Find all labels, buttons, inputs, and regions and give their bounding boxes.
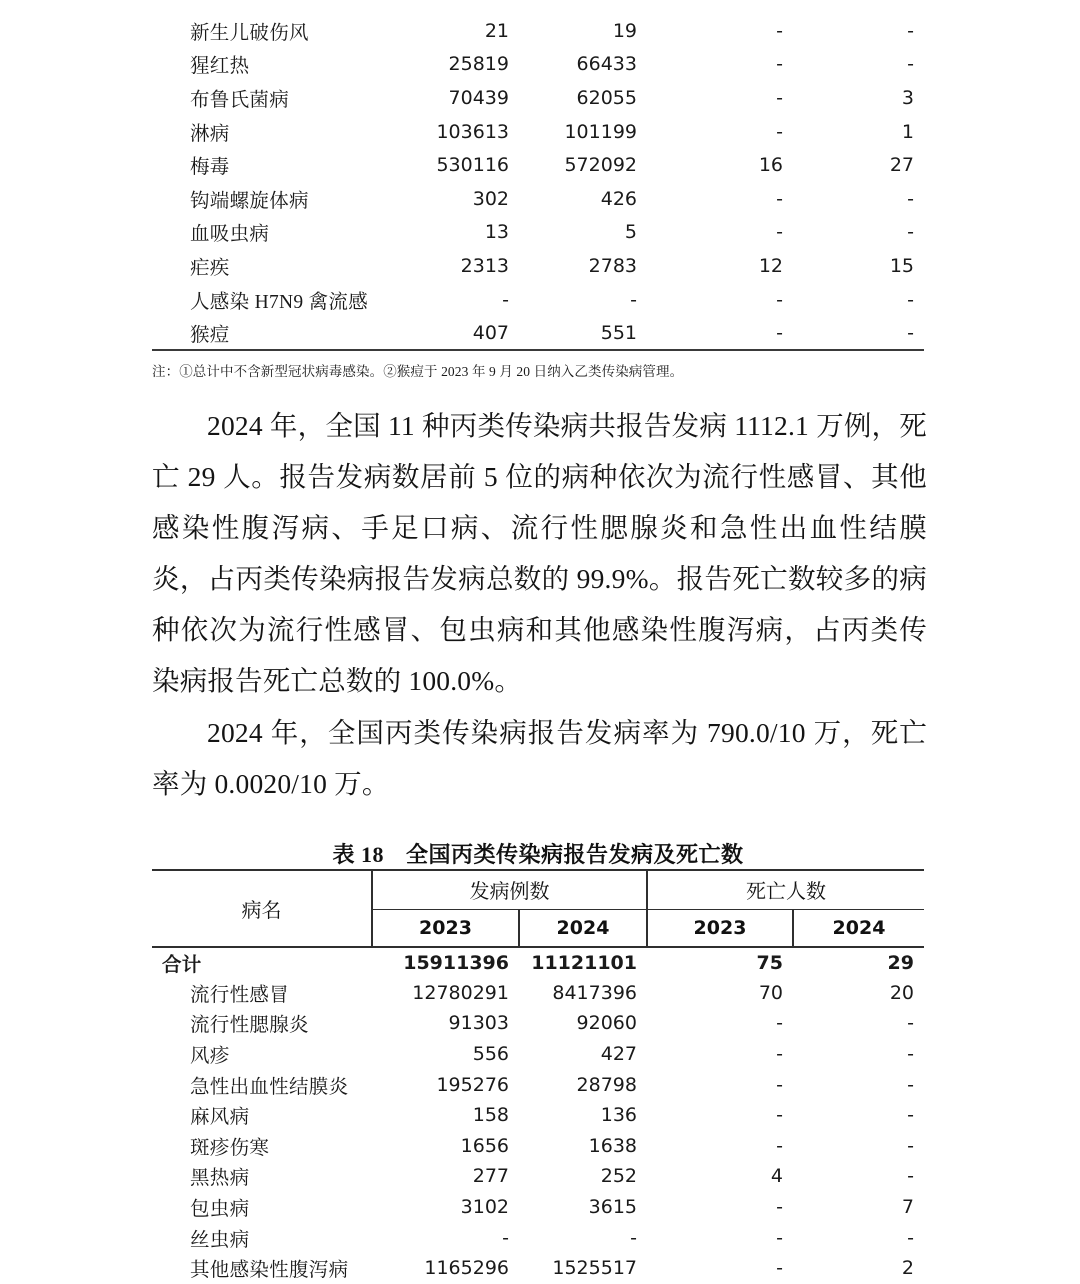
cell-death-2023: -	[776, 1196, 783, 1219]
cell-disease-name: 流行性感冒	[190, 984, 290, 1006]
table-row	[152, 978, 924, 1009]
paragraph-rate-summary: 2024 年，全国丙类传染病报告发病率为 790.0/10 万，死亡率为 0.0020/10 万。	[152, 717, 927, 799]
table-row	[152, 1008, 924, 1039]
table-17-note: 注：①总计中不含新型冠状病毒感染。②猴痘于 2023 年 9 月 20 日纳入乙类传染病管理。	[152, 364, 684, 379]
table-row	[152, 81, 924, 115]
table-row	[152, 1161, 924, 1192]
table-row	[152, 115, 924, 149]
cell-incidence-2024: 426	[600, 187, 637, 210]
cell-death-2024: -	[907, 19, 914, 42]
cell-death-2024: -	[907, 1134, 914, 1157]
cell-death-2023: 70	[758, 981, 783, 1004]
cell-death-2023: -	[776, 1043, 783, 1066]
cell-disease-name: 人感染 H7N9 禽流感	[190, 291, 369, 313]
header-death-2024: 2024	[793, 909, 924, 947]
cell-incidence-2024: 551	[519, 316, 647, 350]
cell-incidence-2024: 572092	[564, 154, 637, 177]
table-row	[152, 48, 924, 82]
cell-death-2024: -	[907, 288, 914, 311]
cell-disease-name: 疟疾	[190, 257, 230, 279]
header-group-death: 死亡人数	[647, 870, 924, 909]
header-death-2023: 2023	[647, 909, 793, 947]
cell-incidence-2024: 136	[600, 1104, 637, 1127]
cell-incidence-2023: 91303	[448, 1012, 509, 1035]
table-18-body	[152, 947, 924, 1284]
cell-death-2023: -	[776, 1073, 783, 1096]
cell-incidence-2023: 530116	[436, 154, 509, 177]
cell-incidence-2023: 3102	[460, 1196, 509, 1219]
header-disease-name: 病名	[152, 870, 372, 947]
cell-incidence-2023: 556	[472, 1043, 509, 1066]
cell-incidence-2024: -	[630, 1226, 637, 1249]
table-17-continuation	[152, 14, 924, 351]
table-row	[152, 249, 924, 283]
cell-incidence-2024: 66433	[576, 53, 637, 76]
cell-death-2024: 3	[901, 86, 914, 109]
header-incidence-2024: 2024	[519, 909, 647, 947]
cell-death-2023: 4	[770, 1165, 783, 1188]
cell-incidence-2024: 1638	[588, 1134, 637, 1157]
table-row	[152, 1039, 924, 1070]
cell-death-2024: 7	[901, 1196, 914, 1219]
cell-death-2024: -	[907, 1226, 914, 1249]
cell-death-2023: -	[647, 316, 793, 350]
table-row	[152, 1100, 924, 1131]
cell-disease-name: 血吸虫病	[190, 224, 270, 246]
cell-death-2024: 15	[889, 254, 914, 277]
cell-disease-name: 麻风病	[190, 1107, 250, 1129]
table-row	[152, 1069, 924, 1100]
cell-disease-name: 斑疹伤寒	[190, 1137, 270, 1159]
cell-death-2023: 75	[756, 951, 783, 974]
table-row	[152, 316, 924, 350]
table-row	[152, 1131, 924, 1162]
table-18-number: 表 18	[332, 842, 384, 867]
header-group-incidence: 发病例数	[372, 870, 647, 909]
cell-disease-name: 淋病	[190, 123, 230, 145]
cell-death-2023: -	[776, 1226, 783, 1249]
cell-incidence-2024: 92060	[576, 1012, 637, 1035]
table-row	[152, 14, 924, 48]
cell-death-2024: -	[907, 221, 914, 244]
cell-death-2023: -	[776, 187, 783, 210]
cell-incidence-2023: 25819	[448, 53, 509, 76]
cell-incidence-2024: 3615	[588, 1196, 637, 1219]
cell-incidence-2023: 277	[472, 1165, 509, 1188]
cell-death-2024: -	[907, 1165, 914, 1188]
cell-death-2023: -	[776, 288, 783, 311]
cell-incidence-2023: -	[502, 288, 509, 311]
cell-incidence-2023: 158	[472, 1104, 509, 1127]
cell-disease-name: 梅毒	[190, 157, 230, 179]
cell-incidence-2023: 13	[484, 221, 509, 244]
cell-incidence-2024: 62055	[576, 86, 637, 109]
cell-incidence-2024: 2783	[588, 254, 637, 277]
cell-incidence-2024: 8417396	[552, 981, 637, 1004]
cell-death-2023: 16	[758, 154, 783, 177]
cell-incidence-2023: 21	[484, 19, 509, 42]
table-18-caption: 全国丙类传染病报告发病及死亡数	[406, 842, 744, 867]
cell-incidence-2024: 1525517	[552, 1257, 637, 1280]
cell-incidence-2023: 407	[372, 316, 519, 350]
cell-death-2024: -	[907, 1104, 914, 1127]
cell-incidence-2024: 252	[600, 1165, 637, 1188]
cell-incidence-2023: 103613	[436, 120, 509, 143]
cell-incidence-2024: 427	[600, 1043, 637, 1066]
cell-disease-name: 合计	[162, 954, 202, 976]
table-18-head	[152, 870, 924, 947]
cell-death-2023: -	[776, 19, 783, 42]
cell-disease-name: 其他感染性腹泻病	[190, 1260, 349, 1282]
table-row	[152, 283, 924, 317]
cell-death-2024: -	[907, 53, 914, 76]
cell-incidence-2024: -	[630, 288, 637, 311]
cell-disease-name: 黑热病	[190, 1168, 250, 1190]
cell-disease-name: 风疹	[190, 1046, 230, 1068]
cell-death-2023: -	[776, 1012, 783, 1035]
cell-death-2023: -	[776, 221, 783, 244]
table-row	[152, 1222, 924, 1253]
cell-incidence-2024: 101199	[564, 120, 637, 143]
table-17-body	[152, 14, 924, 350]
cell-death-2024: 27	[889, 154, 914, 177]
cell-death-2024: -	[907, 1012, 914, 1035]
cell-death-2023: -	[776, 86, 783, 109]
cell-death-2023: -	[776, 120, 783, 143]
cell-disease-name: 猩红热	[190, 56, 250, 78]
table-row	[152, 216, 924, 250]
cell-disease-name: 急性出血性结膜炎	[190, 1076, 349, 1098]
cell-death-2023: -	[776, 1104, 783, 1127]
cell-incidence-2023: 70439	[448, 86, 509, 109]
cell-death-2024: -	[907, 187, 914, 210]
cell-disease-name: 包虫病	[190, 1199, 250, 1221]
cell-death-2024: 20	[889, 981, 914, 1004]
cell-incidence-2023: 302	[472, 187, 509, 210]
cell-death-2023: 12	[758, 254, 783, 277]
cell-incidence-2023: 12780291	[412, 981, 509, 1004]
cell-death-2024: 1	[901, 120, 914, 143]
cell-incidence-2023: -	[502, 1226, 509, 1249]
cell-disease-name: 流行性腮腺炎	[190, 1015, 309, 1037]
cell-incidence-2024: 11121101	[531, 951, 637, 974]
cell-incidence-2024: 5	[624, 221, 637, 244]
cell-incidence-2024: 28798	[576, 1073, 637, 1096]
table-row	[152, 1192, 924, 1223]
cell-incidence-2023: 195276	[436, 1073, 509, 1096]
table-row	[152, 182, 924, 216]
table-row	[152, 947, 924, 978]
header-incidence-2023: 2023	[372, 909, 519, 947]
cell-incidence-2023: 1656	[460, 1134, 509, 1157]
cell-death-2024: 2	[901, 1257, 914, 1280]
cell-death-2023: -	[776, 1134, 783, 1157]
cell-death-2024: 29	[887, 951, 914, 974]
cell-disease-name: 猴痘	[152, 316, 372, 350]
cell-death-2024: -	[907, 1043, 914, 1066]
cell-incidence-2023: 2313	[460, 254, 509, 277]
cell-incidence-2023: 1165296	[424, 1257, 509, 1280]
cell-disease-name: 丝虫病	[190, 1229, 250, 1251]
paragraph-incidence-summary: 2024 年，全国 11 种丙类传染病共报告发病 1112.1 万例，死亡 29 人。报告发病数居前 5 位的病种依次为流行性感冒、其他感染性腹泻病、手足口病、流行性腮腺炎和急性出血性结膜炎，占丙类传染病报告发病总数的 99.9%。报告死亡数较多的病种依次为流行性感冒、包虫病和其他感染性腹泻病，占丙类传染病报告死亡总数的 100.0%。	[152, 410, 927, 696]
cell-incidence-2023: 15911396	[403, 951, 509, 974]
table-18	[152, 869, 924, 1284]
table-row	[152, 1253, 924, 1284]
cell-death-2023: -	[776, 53, 783, 76]
cell-incidence-2024: 19	[612, 19, 637, 42]
cell-disease-name: 布鲁氏菌病	[190, 89, 290, 111]
table-18-title	[152, 838, 924, 869]
cell-death-2023: -	[776, 1257, 783, 1280]
cell-disease-name: 新生儿破伤风	[190, 22, 309, 44]
cell-disease-name: 钩端螺旋体病	[190, 190, 309, 212]
cell-death-2024: -	[793, 316, 924, 350]
table-row	[152, 148, 924, 182]
cell-death-2024: -	[907, 1073, 914, 1096]
